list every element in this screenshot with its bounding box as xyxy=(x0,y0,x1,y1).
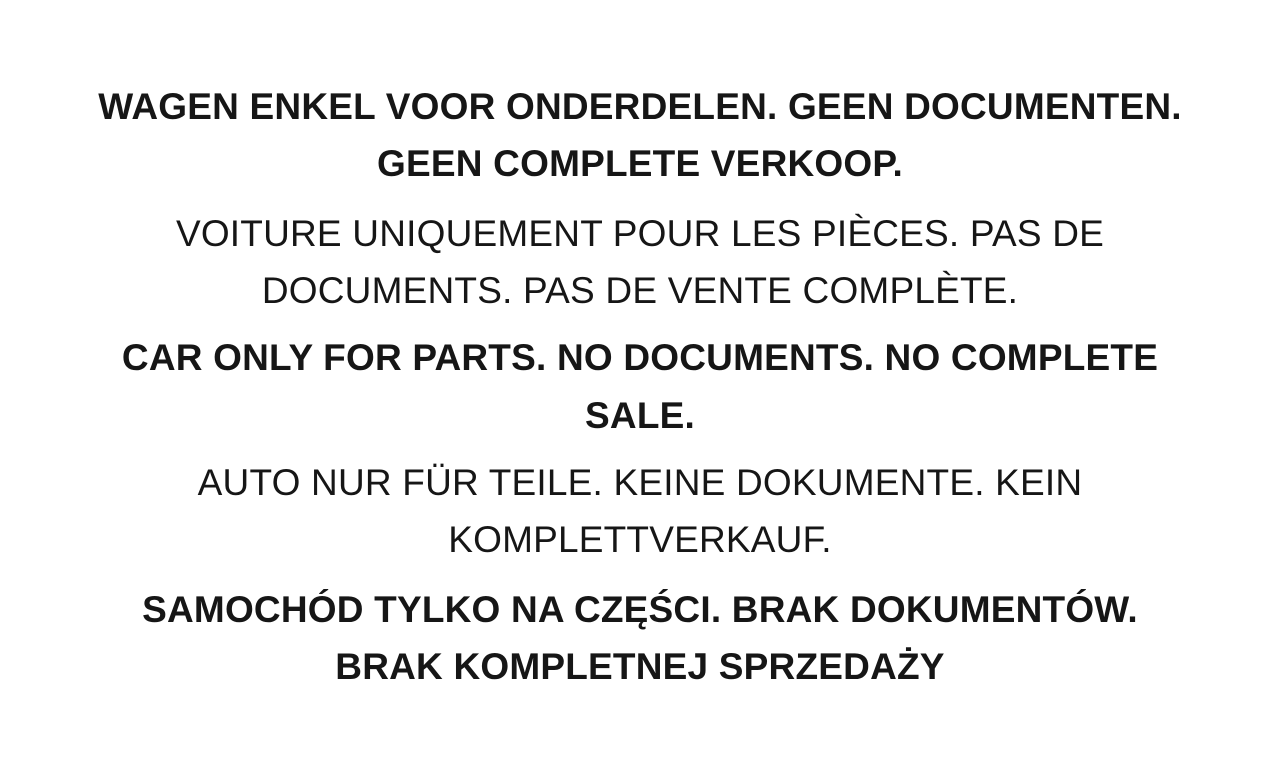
notice-line-dutch: WAGEN ENKEL VOOR ONDERDELEN. GEEN DOCUMENTEN. GEEN COMPLETE VERKOOP. xyxy=(98,86,1182,185)
notice-line-french: VOITURE UNIQUEMENT POUR LES PIÈCES. PAS DE DOCUMENTS. PAS DE VENTE COMPLÈTE. xyxy=(175,212,1105,312)
notice-line-polish: SAMOCHÓD TYLKO NA CZĘŚCI. BRAK DOKUMENTÓW. BRAK KOMPLETNEJ SPRZEDAŻY xyxy=(142,588,1138,688)
notice-line-english: CAR ONLY FOR PARTS. NO DOCUMENTS. NO COMPLETE SALE. xyxy=(121,337,1159,436)
notice-line-german: AUTO NUR FÜR TEILE. KEINE DOKUMENTE. KEIN KOMPLETTVERKAUF. xyxy=(197,462,1083,561)
